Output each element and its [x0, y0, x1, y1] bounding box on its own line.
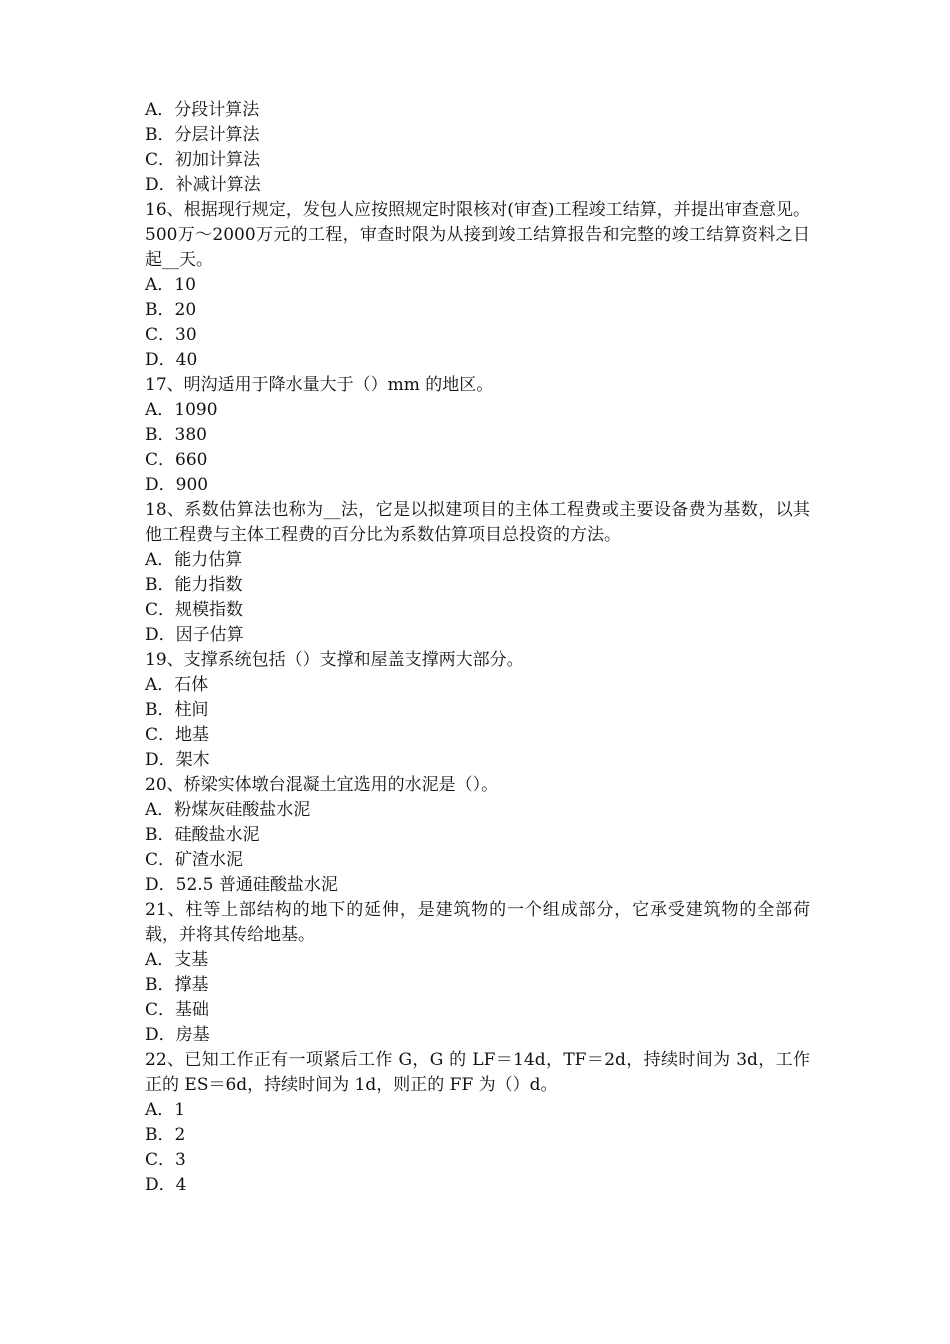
option-letter: B． — [145, 425, 175, 445]
option-b — [145, 298, 810, 323]
option-letter: D． — [145, 350, 176, 370]
question-17 — [145, 373, 810, 498]
option-text: 20 — [174, 300, 197, 320]
question-text: 22、已知工作正有一项紧后工作 G，G 的 LF＝14d，TF＝2d，持续时间为 3d，工作正的 ES＝6d，持续时间为 1d，则正的 FF 为（）d。 — [145, 1050, 810, 1095]
question-15-options — [145, 98, 810, 198]
option-b — [145, 123, 810, 148]
option-text: 30 — [175, 325, 197, 345]
question-21 — [145, 898, 810, 1048]
option-letter: C． — [145, 325, 176, 345]
option-letter: C． — [145, 450, 176, 470]
option-letter: C． — [145, 850, 176, 870]
option-letter: B． — [145, 575, 175, 595]
option-letter: B． — [145, 975, 175, 995]
question-text: 16、根据现行规定，发包人应按照规定时限核对(审查)工程竣工结算，并提出审查意见。500万～2000万元的工程，审查时限为从接到竣工结算报告和完整的竣工结算资料之日起__天。 — [145, 200, 810, 270]
question-19 — [145, 648, 810, 773]
option-c — [145, 598, 810, 623]
option-text: 分层计算法 — [174, 125, 260, 145]
question-text: 20、桥梁实体墩台混凝土宜选用的水泥是（）。 — [145, 775, 499, 795]
option-text: 石体 — [174, 675, 209, 695]
option-text: 规模指数 — [175, 600, 244, 620]
question-text: 17、明沟适用于降水量大于（）mm 的地区。 — [145, 375, 494, 395]
option-c — [145, 323, 810, 348]
option-letter: C． — [145, 150, 176, 170]
option-a — [145, 398, 810, 423]
option-text: 380 — [174, 425, 207, 445]
option-a — [145, 948, 810, 973]
option-text: 能力指数 — [174, 575, 243, 595]
option-text: 1 — [174, 1100, 186, 1120]
question-text: 19、支撑系统包括（）支撑和屋盖支撑两大部分。 — [145, 650, 524, 670]
option-text: 矿渣水泥 — [175, 850, 244, 870]
option-a — [145, 98, 810, 123]
question-18 — [145, 498, 810, 648]
option-text: 52.5 普通硅酸盐水泥 — [175, 875, 338, 895]
question-20 — [145, 773, 810, 898]
option-letter: B． — [145, 125, 175, 145]
option-a — [145, 1098, 810, 1123]
option-text: 房基 — [175, 1025, 210, 1045]
option-letter: A． — [145, 1100, 175, 1120]
option-letter: A． — [145, 100, 175, 120]
option-a — [145, 673, 810, 698]
option-letter: D． — [145, 175, 176, 195]
option-c — [145, 998, 810, 1023]
option-text: 粉煤灰硅酸盐水泥 — [174, 800, 311, 820]
question-22 — [145, 1048, 810, 1198]
option-text: 架木 — [175, 750, 210, 770]
option-letter: A． — [145, 275, 175, 295]
question-text: 18、系数估算法也称为__法，它是以拟建项目的主体工程费或主要设备费为基数，以其他工程费与主体工程费的百分比为系数估算项目总投资的方法。 — [145, 500, 810, 545]
option-letter: D． — [145, 1175, 176, 1195]
option-letter: A． — [145, 800, 175, 820]
option-text: 支基 — [174, 950, 209, 970]
option-letter: D． — [145, 475, 176, 495]
option-a — [145, 798, 810, 823]
option-c — [145, 723, 810, 748]
option-text: 补减计算法 — [175, 175, 261, 195]
option-letter: D． — [145, 1025, 176, 1045]
option-d — [145, 348, 810, 373]
option-letter: C． — [145, 725, 176, 745]
option-a — [145, 273, 810, 298]
option-d — [145, 873, 810, 898]
option-text: 初加计算法 — [175, 150, 261, 170]
option-text: 1090 — [174, 400, 218, 420]
option-letter: B． — [145, 1125, 175, 1145]
option-b — [145, 573, 810, 598]
option-text: 660 — [175, 450, 208, 470]
option-b — [145, 423, 810, 448]
question-text: 21、柱等上部结构的地下的延伸，是建筑物的一个组成部分，它承受建筑物的全部荷载，并将其传给地基。 — [145, 900, 810, 945]
option-text: 40 — [175, 350, 198, 370]
option-b — [145, 698, 810, 723]
option-b — [145, 973, 810, 998]
document-page — [145, 98, 810, 1198]
option-text: 硅酸盐水泥 — [174, 825, 260, 845]
option-text: 10 — [174, 275, 196, 295]
option-d — [145, 473, 810, 498]
option-c — [145, 448, 810, 473]
option-b — [145, 1123, 810, 1148]
option-text: 基础 — [175, 1000, 210, 1020]
option-b — [145, 823, 810, 848]
option-d — [145, 173, 810, 198]
option-text: 能力估算 — [174, 550, 243, 570]
option-text: 3 — [175, 1150, 186, 1170]
option-letter: D． — [145, 625, 176, 645]
option-text: 因子估算 — [175, 625, 244, 645]
option-text: 900 — [175, 475, 209, 495]
option-letter: C． — [145, 600, 176, 620]
option-letter: B． — [145, 700, 175, 720]
option-letter: D． — [145, 750, 176, 770]
question-16 — [145, 198, 810, 373]
option-c — [145, 1148, 810, 1173]
option-text: 4 — [175, 1175, 187, 1195]
option-text: 分段计算法 — [174, 100, 260, 120]
option-d — [145, 623, 810, 648]
option-c — [145, 148, 810, 173]
option-text: 地基 — [175, 725, 210, 745]
option-d — [145, 1173, 810, 1198]
option-letter: B． — [145, 300, 175, 320]
option-letter: A． — [145, 550, 175, 570]
option-letter: C． — [145, 1150, 176, 1170]
option-a — [145, 548, 810, 573]
option-text: 撑基 — [174, 975, 209, 995]
option-letter: B． — [145, 825, 175, 845]
option-text: 2 — [174, 1125, 186, 1145]
option-letter: C． — [145, 1000, 176, 1020]
option-d — [145, 748, 810, 773]
option-letter: A． — [145, 950, 175, 970]
option-text: 柱间 — [174, 700, 209, 720]
option-letter: D． — [145, 875, 176, 895]
option-letter: A． — [145, 675, 175, 695]
option-c — [145, 848, 810, 873]
option-d — [145, 1023, 810, 1048]
option-letter: A． — [145, 400, 175, 420]
